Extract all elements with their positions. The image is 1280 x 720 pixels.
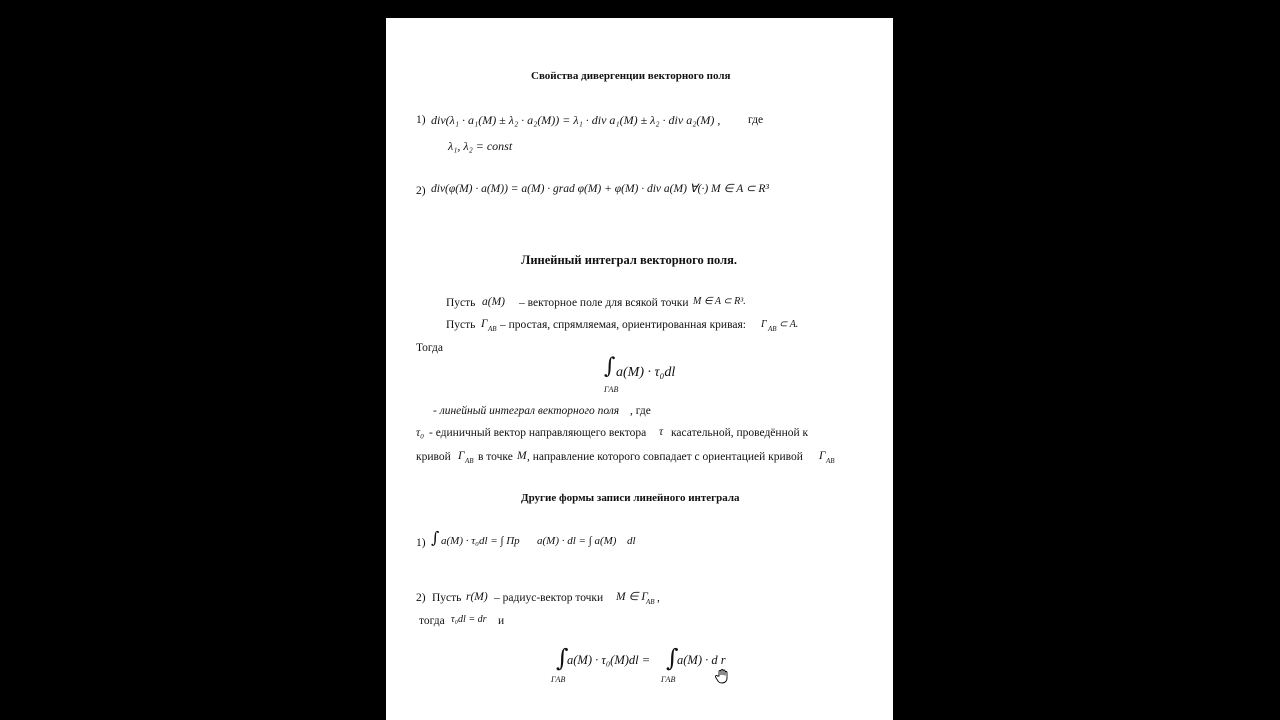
- form-2-intro: Пусть: [432, 592, 462, 604]
- final-right-lower-limit: ΓAB: [661, 675, 676, 684]
- form-1-part-b: a(M) · dl = ∫ a(M): [537, 535, 617, 547]
- curve-orientation-symbol: Γ: [819, 450, 826, 462]
- final-formula-right: a(M) · d r: [677, 653, 726, 667]
- formula-constants: λ₁, λ₂ = const: [448, 139, 513, 153]
- curve-word: кривой: [416, 451, 451, 463]
- curve-point-text: в точке: [478, 451, 513, 463]
- form-number-2: 2): [416, 592, 426, 604]
- curve-subset-subscript: AB: [768, 325, 777, 333]
- line-integral-note: - линейный интеграл векторного поля: [433, 405, 620, 417]
- form-number-1: 1): [416, 537, 426, 549]
- final-formula-left: a(M) · τ₀(M)dl =: [567, 653, 651, 667]
- point-on-curve-formula: M ∈ Γ: [616, 591, 648, 603]
- point-membership-formula: M ∈ A ⊂ R³.: [693, 296, 746, 307]
- tau-dl-equals-dr: τ₀dl = dr: [451, 614, 487, 625]
- vector-field-intro-label: Пусть: [446, 297, 476, 309]
- formula-divergence-product: div(φ(M) · a(M)) = a(M) · grad φ(M) + φ(M) · div a(M) ∀(·) M ∈ A ⊂ R³: [431, 183, 769, 195]
- integral-sign-final-left: ∫: [556, 644, 569, 672]
- form-1-part-a: a(M) · τ₀dl = ∫ Пр: [441, 535, 520, 547]
- curve-symbol: Γ: [481, 318, 488, 330]
- final-left-lower-limit: ΓAB: [551, 675, 566, 684]
- tau-symbol: τ: [659, 426, 664, 438]
- hand-cursor-icon: [714, 668, 730, 684]
- item-number-2: 2): [416, 185, 426, 197]
- item-number-1: 1): [416, 114, 426, 126]
- curve-subset-symbol: Γ: [761, 319, 767, 330]
- tau-zero-symbol: τ₀: [416, 427, 425, 439]
- and-word: и: [498, 615, 505, 627]
- tau-definition-text-2: касательной, проведённой к: [671, 427, 809, 439]
- curve-point-symbol: M: [517, 450, 527, 462]
- radius-vector-text: – радиус-вектор точки: [494, 592, 604, 604]
- curve-intro-label: Пусть: [446, 319, 476, 331]
- integral-lower-limit: ΓAB: [604, 385, 619, 394]
- tau-definition-text: - единичный вектор направляющего вектора: [429, 427, 647, 439]
- section-title-line-integral: Линейный интеграл векторного поля.: [521, 253, 738, 267]
- vector-field-symbol: a(M): [482, 296, 505, 308]
- radius-vector-symbol: r(M): [466, 591, 488, 603]
- integral-sign-1: ∫: [431, 528, 440, 547]
- line-integral-note-tail: , где: [630, 405, 651, 417]
- curve-orientation-subscript: AB: [826, 457, 835, 465]
- formula-divergence-linearity: div(λ₁ · a₁(M) ± λ₂ · a₂(M)) = λ₁ · div a₁(M) ± λ₂ · div a₂(M) ,: [431, 113, 721, 127]
- curve-subset-tail: ⊂ A.: [779, 319, 799, 330]
- point-on-curve-subscript: AB: [646, 598, 655, 606]
- curve-gamma-symbol: Γ: [458, 450, 465, 462]
- curve-gamma-subscript: AB: [465, 457, 474, 465]
- curve-orientation-text: , направление которого совпадает с ориентацией кривой: [527, 451, 803, 463]
- where-word: где: [748, 114, 764, 126]
- line-integral-formula: a(M) · τ₀dl: [616, 365, 676, 380]
- curve-subscript: AB: [488, 325, 497, 333]
- section-title-divergence: Свойства дивергенции векторного поля: [531, 70, 731, 82]
- vector-field-description: – векторное поле для всякой точки: [519, 297, 689, 309]
- section-title-other-forms: Другие формы записи линейного интеграла: [521, 492, 740, 504]
- integral-sign: ∫: [604, 354, 616, 379]
- then-word: Тогда: [416, 342, 444, 354]
- form-1-part-c: dl: [627, 535, 636, 547]
- document-page: [386, 18, 893, 720]
- then-word-2: тогда: [419, 615, 445, 627]
- integral-sign-final-right: ∫: [666, 644, 679, 672]
- curve-description: – простая, спрямляемая, ориентированная кривая:: [500, 319, 746, 331]
- form-2-comma: ,: [657, 592, 660, 604]
